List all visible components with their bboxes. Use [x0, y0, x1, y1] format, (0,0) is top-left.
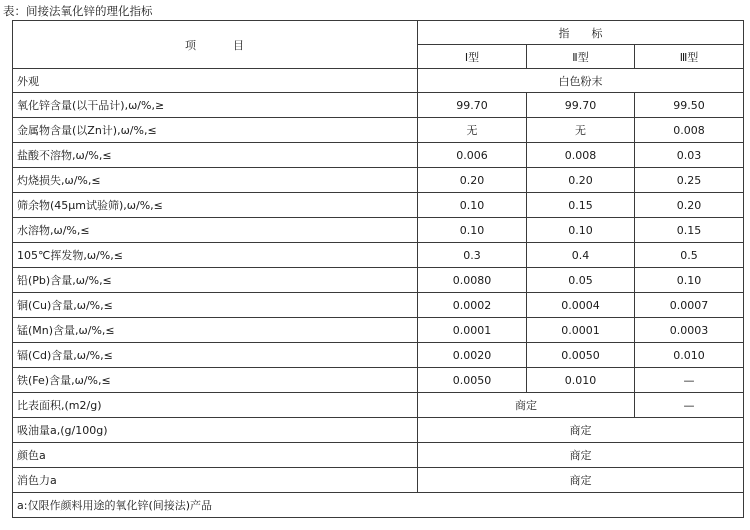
row-value-type-1: 0.0002 — [418, 293, 527, 318]
table-row — [13, 69, 744, 93]
row-value-type-2: 0.15 — [527, 193, 635, 218]
row-value-type-1: 0.3 — [418, 243, 527, 268]
table-row — [13, 218, 744, 243]
row-value-type-3: 0.10 — [635, 268, 744, 293]
header-type-2: Ⅱ型 — [527, 45, 635, 69]
row-value-type-1: 0.006 — [418, 143, 527, 168]
row-value-type-1: 0.0050 — [418, 368, 527, 393]
row-item: 比表面积,(m2/g) — [13, 393, 418, 418]
specification-table — [12, 20, 744, 518]
table-caption: 表：间接法氧化锌的理化指标 — [3, 4, 153, 18]
row-value-merged: 白色粉末 — [418, 69, 744, 93]
table-row — [13, 393, 744, 418]
header-item: 项 目 — [13, 21, 418, 69]
row-item: 铜(Cu)含量,ω/%,≤ — [13, 293, 418, 318]
row-item: 铁(Fe)含量,ω/%,≤ — [13, 368, 418, 393]
row-value-type-2: 0.10 — [527, 218, 635, 243]
table-row — [13, 443, 744, 468]
table-row — [13, 468, 744, 493]
row-value-type-2: 0.010 — [527, 368, 635, 393]
row-item: 氧化锌含量(以干品计),ω/%,≥ — [13, 93, 418, 118]
row-item: 锰(Mn)含量,ω/%,≤ — [13, 318, 418, 343]
row-item: 消色力a — [13, 468, 418, 493]
row-item: 颜色a — [13, 443, 418, 468]
row-item: 铅(Pb)含量,ω/%,≤ — [13, 268, 418, 293]
row-value-type-3: 99.50 — [635, 93, 744, 118]
row-item: 筛余物(45μm试验筛),ω/%,≤ — [13, 193, 418, 218]
row-item: 吸油量a,(g/100g) — [13, 418, 418, 443]
row-value-type-3: 0.0003 — [635, 318, 744, 343]
row-value-type-1: 0.10 — [418, 193, 527, 218]
row-value-type-3: — — [635, 368, 744, 393]
row-value-type-2: 0.05 — [527, 268, 635, 293]
row-value-type-2: 0.4 — [527, 243, 635, 268]
row-item: 盐酸不溶物,ω/%,≤ — [13, 143, 418, 168]
row-item: 外观 — [13, 69, 418, 93]
table-row — [13, 93, 744, 118]
row-item: 镉(Cd)含量,ω/%,≤ — [13, 343, 418, 368]
table-footnote-row — [13, 493, 744, 518]
header-type-3: Ⅲ型 — [635, 45, 744, 69]
row-value-type-3: 0.15 — [635, 218, 744, 243]
row-value-type-3: 0.03 — [635, 143, 744, 168]
row-value-type-3: 0.010 — [635, 343, 744, 368]
row-value-type-3: 0.5 — [635, 243, 744, 268]
table-row — [13, 268, 744, 293]
row-value-type-2: 0.0001 — [527, 318, 635, 343]
table-row — [13, 293, 744, 318]
table-row — [13, 168, 744, 193]
table-row — [13, 193, 744, 218]
header-spec: 指 标 — [418, 21, 744, 45]
table-row — [13, 343, 744, 368]
header-type-1: Ⅰ型 — [418, 45, 527, 69]
row-value-merged: 商定 — [418, 418, 744, 443]
row-value-type-3: 0.008 — [635, 118, 744, 143]
row-value-type-2: 0.20 — [527, 168, 635, 193]
row-value-type-1: 无 — [418, 118, 527, 143]
row-value-type-2: 无 — [527, 118, 635, 143]
table-row — [13, 368, 744, 393]
row-value-type-1: 99.70 — [418, 93, 527, 118]
row-value-type-2: 0.008 — [527, 143, 635, 168]
table-row — [13, 118, 744, 143]
row-value-type-1: 0.10 — [418, 218, 527, 243]
row-value-type-1: 0.0001 — [418, 318, 527, 343]
row-value-type-2: 0.0050 — [527, 343, 635, 368]
row-value-type-3: 0.25 — [635, 168, 744, 193]
footnote: a:仅限作颜料用途的氧化锌(间接法)产品 — [13, 493, 744, 518]
table-row — [13, 418, 744, 443]
table-row — [13, 318, 744, 343]
row-value-merged: 商定 — [418, 468, 744, 493]
row-value-merged: 商定 — [418, 443, 744, 468]
row-value-type-1: 0.0020 — [418, 343, 527, 368]
row-value-type-1-2: 商定 — [418, 393, 635, 418]
row-item: 105℃挥发物,ω/%,≤ — [13, 243, 418, 268]
table-row — [13, 143, 744, 168]
row-value-type-1: 0.0080 — [418, 268, 527, 293]
row-item: 水溶物,ω/%,≤ — [13, 218, 418, 243]
row-value-type-1: 0.20 — [418, 168, 527, 193]
row-value-type-3: 0.20 — [635, 193, 744, 218]
row-value-type-3: 0.0007 — [635, 293, 744, 318]
row-value-type-3: — — [635, 393, 744, 418]
table-row — [13, 243, 744, 268]
row-value-type-2: 99.70 — [527, 93, 635, 118]
row-item: 金属物含量(以Zn计),ω/%,≤ — [13, 118, 418, 143]
row-item: 灼烧损失,ω/%,≤ — [13, 168, 418, 193]
row-value-type-2: 0.0004 — [527, 293, 635, 318]
